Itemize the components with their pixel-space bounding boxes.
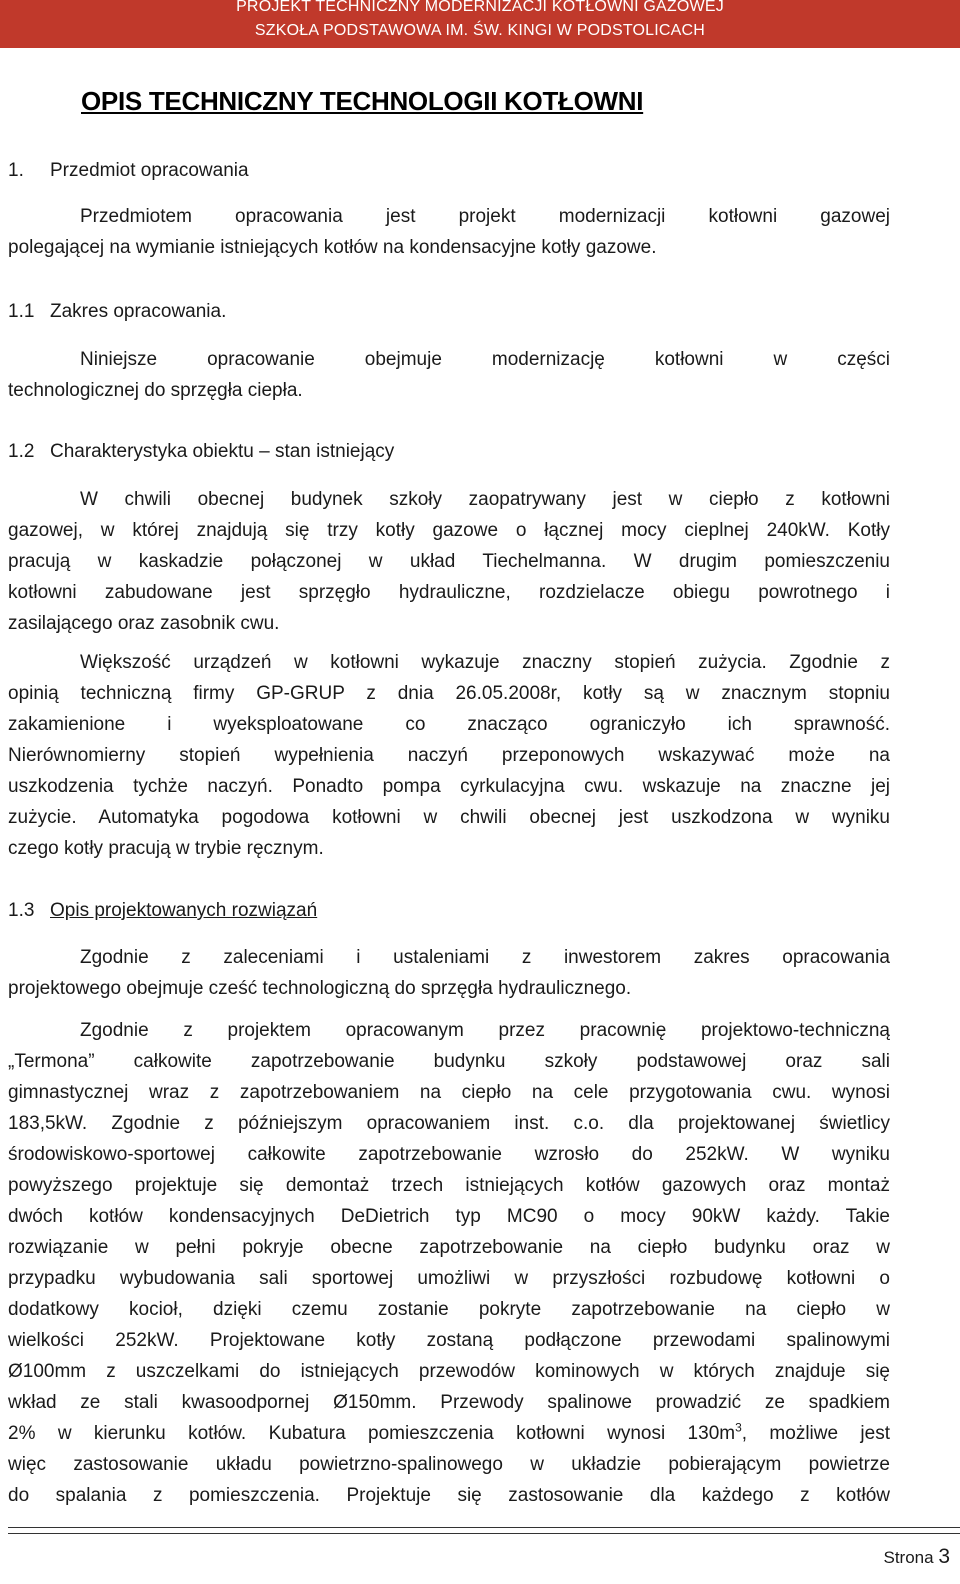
- header-project-title: PROJEKT TECHNICZNY MODERNIZACJI KOTŁOWNI GAZOWEJ: [236, 0, 724, 15]
- text-line: przypadku wybudowania sali sportowej umożliwi w przyszłości rozbudowę kotłowni o: [8, 1268, 890, 1289]
- section-1-2-paragraph-2: [8, 647, 890, 864]
- section-1-3-paragraph-2: [8, 1015, 890, 1511]
- text-line: dodatkowy kocioł, dzięki czemu zostanie pokryte zapotrzebowanie na ciepło w: [8, 1299, 890, 1320]
- section-1-2-paragraph-1: [8, 484, 890, 639]
- text-line: Zgodnie z zaleceniami i ustaleniami z inwestorem zakres opracowania: [80, 947, 890, 968]
- section-1-paragraph: [8, 201, 890, 263]
- text-line: Większość urządzeń w kotłowni wykazuje znaczny stopień zużycia. Zgodnie z: [80, 652, 890, 673]
- text-line: 183,5kW. Zgodnie z późniejszym opracowaniem inst. c.o. dla projektowanej świetlicy: [8, 1113, 890, 1134]
- page-number: 3: [938, 1545, 950, 1568]
- text-line: Zgodnie z projektem opracowanym przez pracownię projektowo-techniczną: [80, 1020, 890, 1041]
- page-number-label: [883, 1545, 950, 1569]
- text-line-with-superscript: [8, 1418, 890, 1449]
- text-line: „Termona” całkowite zapotrzebowanie budynku szkoły podstawowej oraz sali: [8, 1051, 890, 1072]
- text-line: gazowej, w której znajdują się trzy kotły gazowe o łącznej mocy cieplnej 240kW. Kotły: [8, 520, 890, 541]
- text-line: W chwili obecnej budynek szkoły zaopatrywany jest w ciepło z kotłowni: [80, 489, 890, 510]
- section-1-heading: [8, 160, 249, 182]
- section-number: 1.3: [8, 900, 35, 921]
- section-number: 1.: [8, 160, 24, 181]
- text-line: pracują w kaskadzie połączonej w układ Tiechelmanna. W drugim pomieszczeniu: [8, 551, 890, 572]
- text-line: rozwiązanie w pełni pokryje obecne zapotrzebowanie na ciepło budynku oraz w: [8, 1237, 890, 1258]
- text-fragment: 2% w kierunku kotłów. Kubatura pomieszczenia kotłowni wynosi 130m: [8, 1423, 736, 1444]
- section-number: 1.1: [8, 301, 35, 322]
- text-line: dwóch kotłów kondensacyjnych DeDietrich typ MC90 o mocy 90kW każdy. Takie: [8, 1206, 890, 1227]
- text-line: więc zastosowanie układu powietrzno-spalinowego w układzie pobierającym powietrze: [8, 1454, 890, 1475]
- text-line: powyższego projektuje się demontaż trzech istniejących kotłów gazowych oraz montaż: [8, 1175, 890, 1196]
- section-title: Przedmiot opracowania: [50, 160, 249, 181]
- header-school-name: SZKOŁA PODSTAWOWA IM. ŚW. KINGI W PODSTOLICACH: [254, 22, 706, 39]
- text-line: wielkości 252kW. Projektowane kotły zostaną podłączone przewodami spalinowymi: [8, 1330, 890, 1351]
- document-title: OPIS TECHNICZNY TECHNOLOGII KOTŁOWNI: [81, 86, 644, 116]
- text-line: polegającej na wymianie istniejących kotłów na kondensacyjne kotły gazowe.: [8, 237, 657, 258]
- text-line: kotłowni zabudowane jest sprzęgło hydrauliczne, rozdzielacze obiegu powrotnego i: [8, 582, 890, 603]
- section-1-2-heading: [8, 441, 394, 463]
- text-line: uszkodzenia tychże naczyń. Ponadto pompa cyrkulacyjna cwu. wskazuje na znaczne jej: [8, 776, 890, 797]
- text-line: czego kotły pracują w trybie ręcznym.: [8, 838, 324, 859]
- text-line: do spalania z pomieszczenia. Projektuje się zastosowanie dla każdego z kotłów: [8, 1485, 890, 1506]
- superscript: 3: [735, 1420, 742, 1435]
- section-1-3-heading: [8, 900, 317, 922]
- text-line: Przedmiotem opracowania jest projekt modernizacji kotłowni gazowej: [80, 206, 890, 227]
- footer-divider: [8, 1527, 960, 1534]
- section-1-1-heading: [8, 301, 226, 323]
- text-line: zużycie. Automatyka pogodowa kotłowni w chwili obecnej jest uszkodzona w wyniku: [8, 807, 890, 828]
- text-line: Nierównomierny stopień wypełnienia naczyń przeponowych wskazywać może na: [8, 745, 890, 766]
- text-line: zakamienione i wyeksploatowane co znacząco ograniczyło ich sprawność.: [8, 714, 890, 735]
- text-fragment: , możliwe jest: [741, 1423, 890, 1444]
- section-title: Opis projektowanych rozwiązań: [50, 900, 318, 921]
- section-1-1-paragraph: [8, 344, 890, 406]
- text-line: projektowego obejmuje cześć technologiczną do sprzęgła hydraulicznego.: [8, 978, 632, 999]
- text-line: Ø100mm z uszczelkami do istniejących przewodów kominowych w których znajduje się: [8, 1361, 890, 1382]
- section-title: Charakterystyka obiektu – stan istniejący: [50, 441, 395, 462]
- text-line: wkład ze stali kwasoodpornej Ø150mm. Przewody spalinowe prowadzić ze spadkiem: [8, 1392, 890, 1413]
- page-word: Strona: [883, 1548, 934, 1567]
- text-line: gimnastycznej wraz z zapotrzebowaniem na ciepło na cele przygotowania cwu. wynosi: [8, 1082, 890, 1103]
- section-1-3-paragraph-1: [8, 942, 890, 1004]
- section-number: 1.2: [8, 441, 35, 462]
- text-line: technologicznej do sprzęgła ciepła.: [8, 380, 303, 401]
- text-line: środowiskowo-sportowej całkowite zapotrzebowanie wzrosło do 252kW. W wyniku: [8, 1144, 890, 1165]
- section-title: Zakres opracowania.: [50, 301, 227, 322]
- text-line: zasilającego oraz zasobnik cwu.: [8, 613, 280, 634]
- page-header: [0, 0, 960, 48]
- text-line: Niniejsze opracowanie obejmuje modernizację kotłowni w części: [80, 349, 890, 370]
- text-line: opinią techniczną firmy GP-GRUP z dnia 26.05.2008r, kotły są w znacznym stopniu: [8, 683, 890, 704]
